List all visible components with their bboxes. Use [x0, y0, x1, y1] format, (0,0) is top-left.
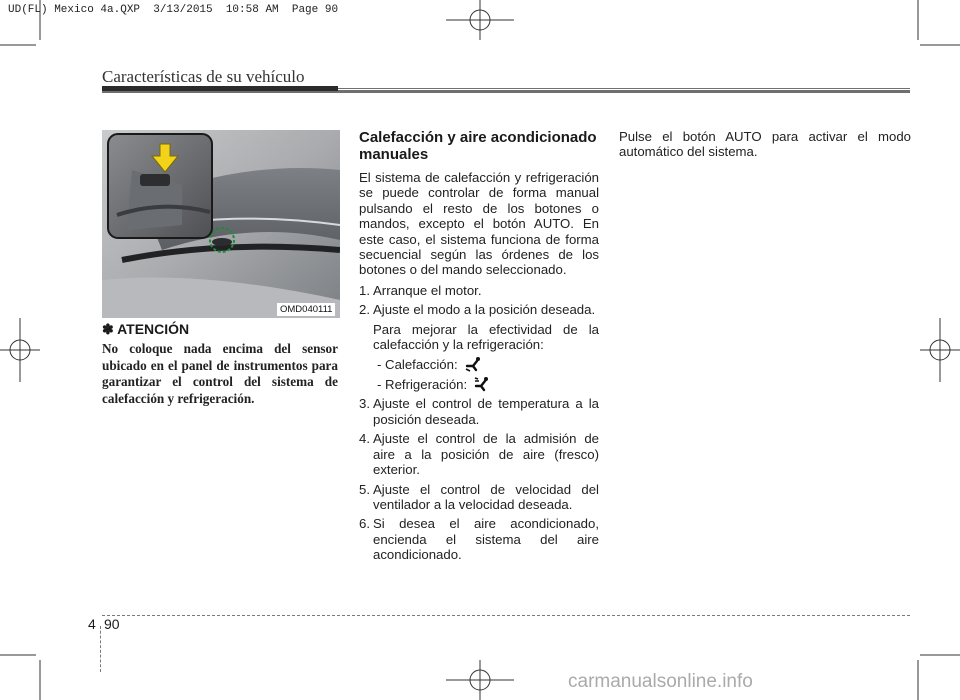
- section-title: Calefacción y aire acondicionado manuales: [359, 129, 597, 163]
- step-text: Ajuste el control de velocidad del ventilador a la velocidad deseada.: [373, 481, 599, 512]
- caution-title: ✽ ATENCIÓN: [102, 321, 190, 337]
- step-text: Ajuste el modo a la posición deseada.: [373, 302, 596, 318]
- footer-divider: [100, 626, 101, 672]
- step-number: 3.: [359, 396, 370, 412]
- list-item: [359, 516, 599, 562]
- header-accent-bar: [102, 86, 338, 91]
- face-mode-icon: [473, 376, 493, 392]
- caution-body: No coloque nada encima del sensor ubicado en el panel de instrumentos para garantizar el control del sistema de calefacción y refrigeración.: [102, 341, 338, 406]
- section-number: 4: [88, 616, 96, 632]
- list-item: [359, 396, 599, 427]
- list-item: [359, 302, 599, 317]
- step-number: 1.: [359, 282, 370, 298]
- dashboard-sensor-photo: [102, 130, 340, 318]
- step-text: Arranque el motor.: [373, 282, 482, 298]
- cooling-mode-line: [377, 376, 599, 392]
- list-item: [359, 283, 599, 298]
- step-text: Ajuste el control de la admisión de aire a la posición de aire (fresco) exterior.: [373, 431, 599, 478]
- heating-label: - Calefacción:: [377, 356, 458, 372]
- registration-mark-bottom: [446, 660, 514, 700]
- step-number: 6.: [359, 516, 370, 532]
- step-number: 2.: [359, 302, 370, 318]
- figure-code: OMD040111: [277, 303, 335, 316]
- list-item: [359, 482, 599, 513]
- step-text: Si desea el aire acondicionado, encienda el sistema del aire acondicionado.: [373, 516, 599, 563]
- auto-mode-paragraph: Pulse el botón AUTO para activar el modo automático del sistema.: [619, 129, 911, 160]
- footer-rule: [102, 615, 910, 616]
- section-intro: El sistema de calefacción y refrigeración se puede controlar de forma manual pulsando el resto de los botones o mandos, excepto el botón AUTO. En este caso, el sistema funciona de forma secuencial según las órdenes de los botones o del mando seleccionado.: [359, 170, 599, 278]
- page-number: 90: [104, 616, 120, 632]
- step-2-note: Para mejorar la efectividad de la calefacción y la refrigeración:: [373, 321, 599, 353]
- cooling-label: - Refrigeración:: [377, 376, 468, 392]
- step-text: Ajuste el control de temperatura a la posición deseada.: [373, 396, 599, 427]
- printer-slug: UD(FL) Mexico 4a.QXP 3/13/2015 10:58 AM Page 90: [8, 4, 339, 16]
- registration-mark-top: [446, 0, 514, 40]
- step-number: 4.: [359, 431, 370, 447]
- watermark: carmanualsonline.info: [568, 671, 753, 692]
- step-number: 5.: [359, 481, 370, 497]
- heating-mode-line: [377, 356, 599, 372]
- page-header-title: Características de su vehículo: [102, 67, 305, 86]
- floor-mode-icon: [464, 356, 484, 372]
- section-body: [359, 170, 599, 567]
- registration-mark-right: [920, 318, 960, 382]
- registration-mark-left: [0, 318, 40, 382]
- list-item: [359, 431, 599, 477]
